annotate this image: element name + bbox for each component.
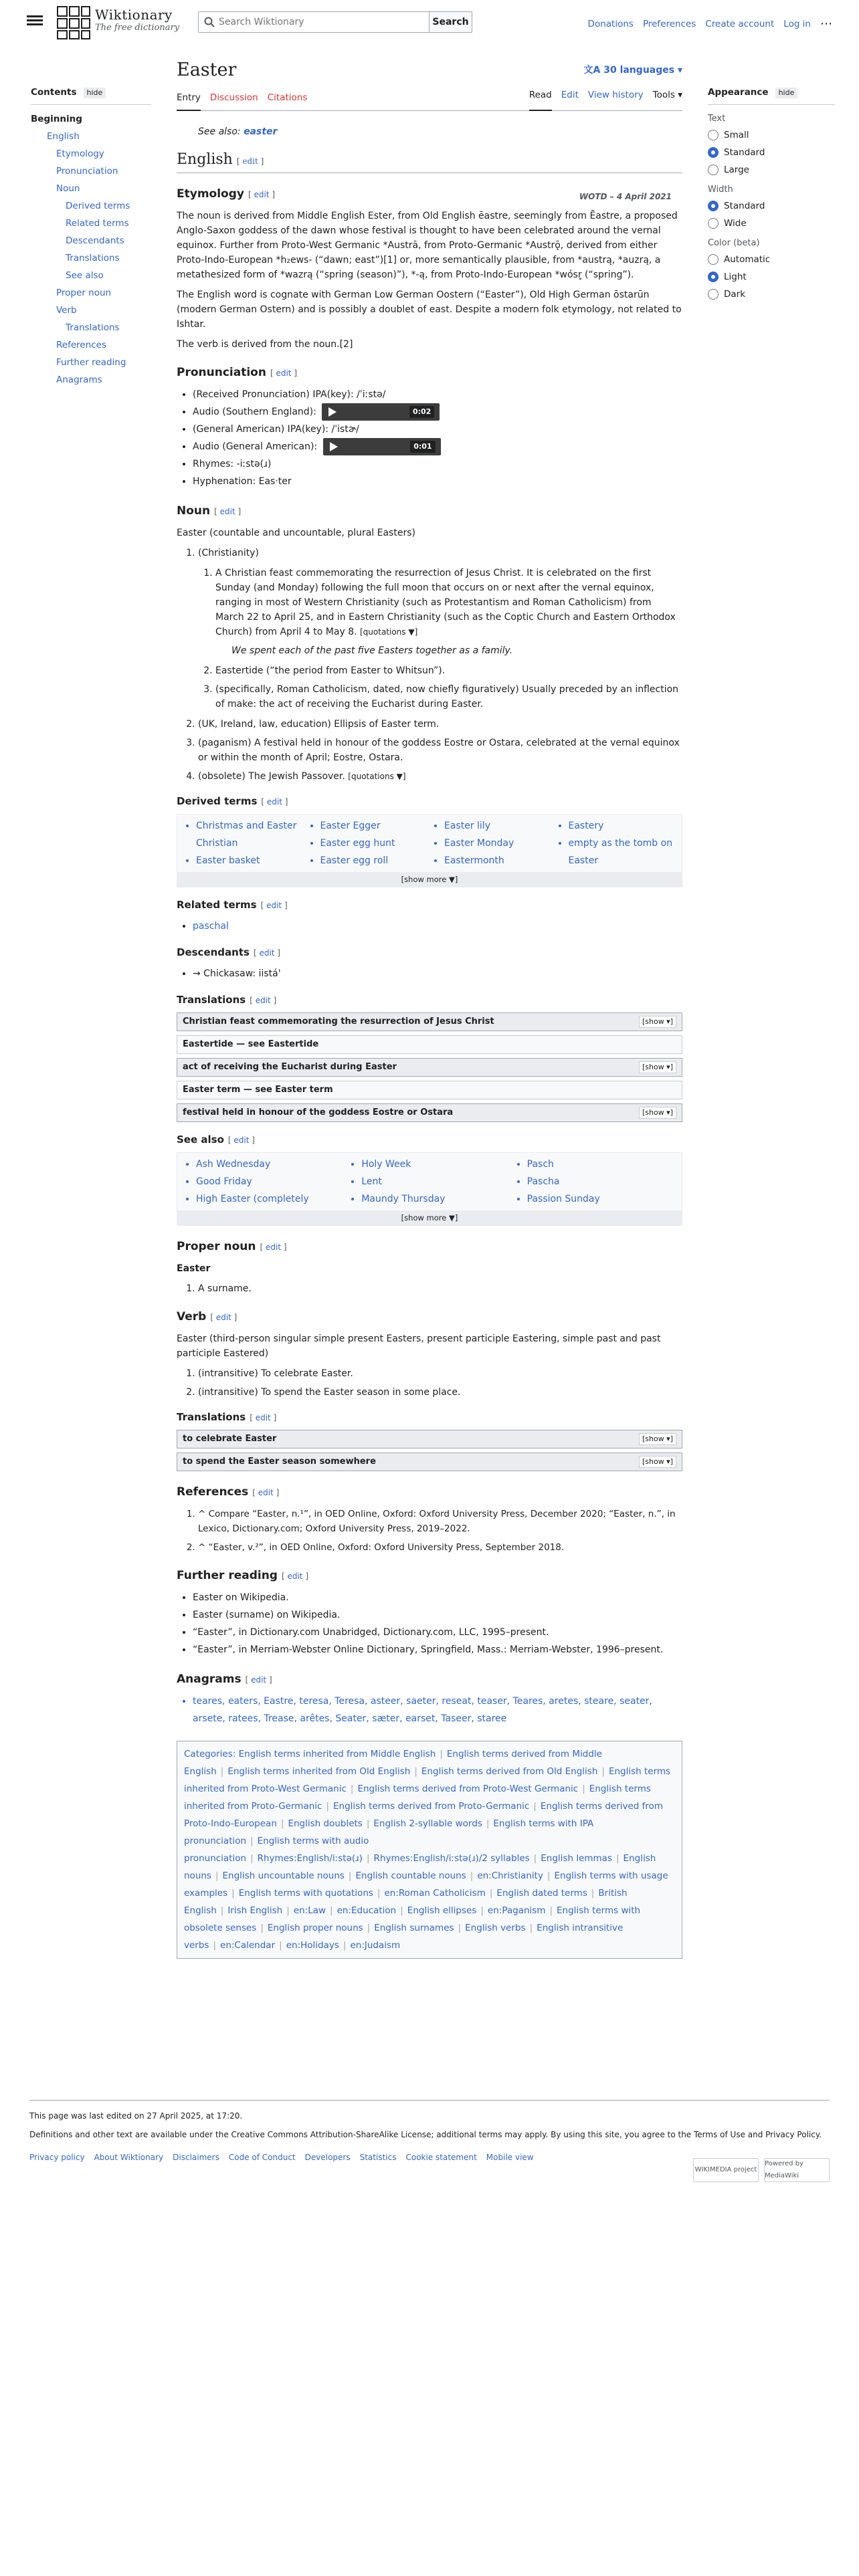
heading-descendants: Descendants [ edit ] bbox=[177, 946, 280, 959]
play-icon bbox=[330, 442, 338, 451]
see-also-term[interactable]: • Pasch bbox=[527, 1156, 675, 1173]
pron-rhymes: • Rhymes: -iːstə(ɹ) bbox=[193, 455, 682, 473]
see-also-term[interactable]: • Passion Sunday bbox=[527, 1190, 675, 1208]
toc-item[interactable]: Verb bbox=[56, 304, 77, 316]
edit-link[interactable]: edit bbox=[255, 1413, 271, 1423]
category-link[interactable]: en:Calendar bbox=[220, 1940, 276, 1951]
translation-box[interactable]: to celebrate Easter [show ▾] bbox=[177, 1430, 682, 1448]
heading-verb-translations: Translations [ edit ] bbox=[177, 1411, 277, 1424]
translation-see: Eastertide — see Eastertide bbox=[177, 1035, 682, 1054]
see-also-term[interactable]: • High Easter (completely bbox=[196, 1190, 344, 1208]
wiktionary-logo[interactable] bbox=[55, 4, 92, 40]
category-link[interactable]: en:Law bbox=[293, 1905, 326, 1917]
tab-read[interactable]: Read bbox=[529, 88, 552, 111]
search-box bbox=[198, 11, 430, 33]
etymology-paragraph-3: The verb is derived from the noun.[2] bbox=[177, 339, 353, 350]
edit-link[interactable]: edit bbox=[219, 507, 235, 517]
categories-box: Categories: English terms inherited from Middle English | English terms derived from Middle English | English terms inherited from Old English | English terms derived from Old English | English terms inherited from Proto-West Germanic | English terms derived from Proto-West Germanic | English terms inherited from Proto-Germanic | English terms derived from Proto-Germanic | English terms derived from Proto-Indo-European | English doublets | English 2-syllable words | English terms with IPA pronunciation | English terms with audio pronunciation | Rhymes:English/iːstə(ɹ) | Rhymes:English/iːstə(ɹ)/2 syllables | English lemmas | English nouns | English uncountable nouns | English countable nouns | en:Christianity | English terms with usage examples | English terms with quotations | en:Roman Catholicism | English dated terms | British English | Irish English | en:Law | en:Education | English ellipses | en:Paganism | English terms with obsolete senses | English proper nouns | English surnames | English verbs | English intransitive verbs | en:Calendar | en:Holidays | en:Judaism bbox=[177, 1741, 682, 1959]
appearance-option[interactable]: Automatic bbox=[708, 251, 835, 268]
derived-term[interactable]: • Christmas and Easter Christian bbox=[196, 817, 303, 852]
category-link[interactable]: en:Education bbox=[337, 1905, 397, 1917]
footer-link[interactable]: Privacy policy bbox=[29, 2153, 85, 2162]
footer-link[interactable]: About Wiktionary bbox=[94, 2153, 164, 2162]
edit-link[interactable]: edit bbox=[251, 1675, 267, 1685]
category-link[interactable]: English terms inherited from Proto-Germanic bbox=[184, 1784, 651, 1812]
footer-link[interactable]: Developers bbox=[304, 2153, 351, 2162]
reference-1: 1. ^ Compare “Easter, n.¹”, in OED Online, Oxford: Oxford University Press, December 2020; “Easter, n.”, in Lexico, Dictionary.com; Oxford University Press, 2019–2022. bbox=[198, 1507, 682, 1536]
radio-button bbox=[708, 272, 719, 282]
footer-link[interactable]: Cookie statement bbox=[405, 2153, 477, 2162]
further-2[interactable]: • Easter (surname) on Wikipedia. bbox=[193, 1606, 682, 1624]
category-link[interactable]: English terms with quotations bbox=[238, 1888, 373, 1899]
further-4[interactable]: • “Easter”, in Merriam-Webster Online Dictionary, Springfield, Mass.: Merriam-Webster, 1996–present. bbox=[193, 1641, 682, 1658]
site-tagline: The free dictionary bbox=[95, 23, 180, 33]
heading-english: English [ edit ] bbox=[177, 148, 682, 173]
category-link[interactable]: English uncountable nouns bbox=[222, 1870, 345, 1882]
category-link[interactable]: English nouns bbox=[184, 1853, 656, 1882]
category-link[interactable]: English proper nouns bbox=[267, 1923, 363, 1934]
heading-etymology: Etymology [ edit ] WOTD – 4 April 2021 bbox=[177, 185, 682, 203]
category-link[interactable]: en:Holidays bbox=[286, 1940, 339, 1951]
site-wordmark[interactable] bbox=[95, 7, 179, 33]
noun-sense-1c: 3. (specifically, Roman Catholicism, dated, now chiefly figuratively) Usually preceded by an inflection of make: the act of receiving the Eucharist during Easter. bbox=[215, 682, 682, 712]
anagram-list[interactable]: • teares, eaters, Eastre, teresa, Teresa, asteer, saeter, reseat, teaser, Teares, aretes, steare, seater, arsete, ratees, Trease, arêtes, Seater, sæter, earset, Taseer, staree bbox=[193, 1693, 682, 1727]
edit-link[interactable]: edit bbox=[215, 1313, 231, 1323]
noun-sense-2: 2. (UK, Ireland, law, education) Ellipsis of Easter term. bbox=[198, 717, 682, 732]
pron-hyphenation: • Hyphenation: Eas‧ter bbox=[193, 473, 682, 490]
category-link[interactable]: English terms with obsolete senses bbox=[184, 1905, 641, 1934]
noun-sense-1a: A Christian feast commemorating the resurrection of Jesus Christ. It is celebrated on the first Sunday (and Monday) following the full moon that occurs on or next after the vernal equinox, ranging in most of Western Christianity (such as Protestantism and Roman Catholicism) from March 22 to April 25, and in Eastern Christianity (such as the Coptic Church and Eastern Orthodox Church) from April 4 to May 8. bbox=[215, 568, 676, 638]
edit-link[interactable]: edit bbox=[287, 1572, 303, 1582]
toc-item[interactable]: Related terms bbox=[66, 217, 129, 229]
see-also-term[interactable]: • Ash Wednesday bbox=[196, 1156, 344, 1173]
page-title: Easter bbox=[177, 60, 237, 80]
create-account-link[interactable]: Create account bbox=[705, 18, 775, 29]
related-term-link[interactable]: paschal bbox=[193, 921, 229, 932]
tab-tools[interactable]: Tools ▾ bbox=[652, 90, 682, 101]
edit-link[interactable]: edit bbox=[254, 190, 270, 200]
derived-term[interactable]: • Easter Egger bbox=[320, 817, 427, 835]
footer-link[interactable]: Disclaimers bbox=[173, 2153, 219, 2162]
search-icon bbox=[204, 17, 215, 27]
edit-link[interactable]: edit bbox=[258, 1488, 274, 1498]
quotations-toggle[interactable]: [quotations ▼] bbox=[348, 772, 406, 782]
language-button[interactable]: 文A 30 languages ▾ bbox=[583, 65, 682, 76]
see-also-term[interactable]: • Holy Week bbox=[361, 1156, 509, 1173]
noun-sense-4: (obsolete) The Jewish Passover. bbox=[198, 771, 345, 782]
tab-entry[interactable]: Entry bbox=[177, 91, 201, 111]
heading-see-also: See also [ edit ] bbox=[177, 1134, 255, 1146]
derived-term[interactable]: • Easter Monday bbox=[444, 835, 551, 852]
see-also-box bbox=[177, 1152, 682, 1226]
radio-button bbox=[708, 147, 719, 158]
reference-2: 2. ^ “Easter, v.²”, in OED Online, Oxford: Oxford University Press, September 2018. bbox=[198, 1540, 682, 1555]
etymology-paragraph-1: The noun is derived from Middle English Ester, from Old English ēastre, seemingly from Ēastre, a proposed Anglo-Saxon goddess of the dawn whose festival is thought to have been celebrated around the vernal equinox. Further from Proto-West Germanic *Austrā, from Proto-Germanic *Austrǭ, derived from either Proto-Indo-European *h₂ews- (“dawn; east”)[1] or, more semantically plausible, from *austrą, *auzrą, a metathesized form of *wazrą (“spring (season)”), *-ą, from Proto-Indo-European *wósr̥ (“spring”). bbox=[177, 211, 678, 281]
category-link[interactable]: British English bbox=[184, 1888, 628, 1917]
toc-item[interactable]: Proper noun bbox=[56, 287, 112, 298]
verb-sense-1: 1. (intransitive) To celebrate Easter. bbox=[198, 1366, 682, 1381]
appearance-header bbox=[708, 86, 835, 105]
see-also-term[interactable]: • Maundy Thursday bbox=[361, 1190, 509, 1208]
main-menu-icon[interactable] bbox=[27, 13, 43, 29]
heading-references: References [ edit ] bbox=[177, 1485, 280, 1499]
edit-link[interactable]: edit bbox=[259, 948, 275, 958]
heading-further-reading: Further reading [ edit ] bbox=[177, 1569, 309, 1583]
category-link[interactable]: English verbs bbox=[465, 1923, 526, 1934]
search-input[interactable] bbox=[219, 17, 419, 27]
mediawiki-badge[interactable]: Powered by MediaWiki bbox=[764, 2158, 830, 2182]
category-link[interactable]: English lemmas bbox=[541, 1853, 612, 1864]
appearance-option[interactable]: Light bbox=[708, 268, 835, 286]
noun-headword: Easter (countable and uncountable, plural Easters) bbox=[177, 528, 415, 539]
verb-headword: Easter (third-person singular simple present Easters, present participle Eastering, simple past and past participle Eastered) bbox=[177, 1333, 661, 1360]
toc-header bbox=[31, 86, 151, 105]
noun-sense-3: 3. (paganism) A festival held in honour of the goddess Eostre or Ostara, celebrated at the vernal equinox or within the month of April; Eostre, Ostara. bbox=[198, 736, 682, 765]
toc-item[interactable]: Translations bbox=[66, 322, 120, 333]
wikimedia-badge[interactable]: WIKIMEDIA project bbox=[693, 2158, 759, 2182]
noun-senses bbox=[198, 546, 682, 784]
radio-button bbox=[708, 254, 719, 265]
footer bbox=[29, 2100, 830, 2179]
noun-sense-1b: 2. Eastertide (“the period from Easter to Whitsun”). bbox=[215, 663, 682, 678]
toc-item[interactable]: Pronunciation bbox=[56, 165, 118, 177]
see-also-link[interactable]: easter bbox=[244, 126, 278, 137]
quotations-toggle[interactable]: [quotations ▼] bbox=[360, 627, 418, 637]
toc-item[interactable]: Translations bbox=[66, 252, 120, 263]
appearance-option[interactable]: Small bbox=[708, 126, 835, 144]
translate-icon: 文A bbox=[583, 65, 604, 76]
edit-link[interactable]: edit bbox=[266, 901, 282, 911]
radio-button bbox=[708, 165, 719, 175]
heading-proper-noun: Proper noun [ edit ] bbox=[177, 1240, 287, 1254]
category-link[interactable]: English terms derived from Old English bbox=[421, 1766, 598, 1778]
category-link[interactable]: en:Christianity bbox=[477, 1870, 543, 1882]
translation-box[interactable]: festival held in honour of the goddess Eostre or Ostara [show ▾] bbox=[177, 1103, 682, 1122]
derived-term[interactable]: • Eastermonth bbox=[444, 852, 551, 869]
tab-discussion[interactable]: Discussion bbox=[209, 92, 258, 104]
toc-item[interactable]: English bbox=[47, 130, 80, 142]
category-link[interactable]: English ellipses bbox=[407, 1905, 477, 1917]
toc-item[interactable]: Further reading bbox=[56, 356, 126, 368]
see-also-hatnote: See also: easter bbox=[198, 126, 278, 137]
header bbox=[0, 0, 859, 44]
translation-box[interactable]: to spend the Easter season somewhere [show ▾] bbox=[177, 1453, 682, 1471]
toc-item[interactable]: References bbox=[56, 339, 107, 350]
show-button: [show ▾] bbox=[639, 1433, 676, 1445]
play-icon bbox=[328, 407, 337, 417]
language-count: 30 languages bbox=[603, 65, 675, 76]
category-link[interactable]: English intransitive verbs bbox=[184, 1923, 624, 1951]
toc-item[interactable]: Noun bbox=[56, 183, 80, 194]
see-also-term[interactable]: • Lent bbox=[361, 1173, 509, 1190]
category-link[interactable]: English doublets bbox=[288, 1818, 363, 1830]
categories-label[interactable]: Categories: bbox=[184, 1749, 236, 1760]
toc-item[interactable]: Descendants bbox=[66, 235, 124, 246]
heading-related-terms: Related terms [ edit ] bbox=[177, 899, 288, 911]
page-tabs bbox=[177, 86, 682, 111]
edit-link[interactable]: edit bbox=[266, 797, 282, 807]
usage-example: We spent each of the past five Easters together as a family. bbox=[231, 645, 513, 657]
derived-term[interactable]: • Easter basket bbox=[196, 852, 303, 869]
show-button[interactable]: [show ▾] bbox=[639, 1107, 676, 1119]
search-form bbox=[198, 11, 472, 33]
derived-term[interactable]: • empty as the tomb on Easter bbox=[569, 835, 676, 869]
see-also-term[interactable]: • Good Friday bbox=[196, 1173, 344, 1190]
footer-link[interactable]: Code of Conduct bbox=[228, 2153, 296, 2162]
radio-button bbox=[708, 289, 719, 300]
search-button[interactable]: Search bbox=[430, 11, 472, 33]
proper-noun-headword: Easter bbox=[177, 1263, 211, 1275]
show-more-button[interactable]: [show more ▼] bbox=[177, 872, 682, 887]
donations-link[interactable]: Donations bbox=[587, 18, 634, 29]
appearance-hide-button[interactable]: hide bbox=[775, 88, 798, 98]
category-link[interactable]: English terms inherited from Old English bbox=[227, 1766, 411, 1778]
audio-player-us[interactable]: 0:01 bbox=[323, 438, 441, 455]
translation-see: Easter term — see Easter term bbox=[177, 1081, 682, 1099]
tab-edit[interactable]: Edit bbox=[561, 90, 579, 101]
edit-link[interactable]: edit bbox=[233, 1136, 250, 1146]
further-1[interactable]: • Easter on Wikipedia. bbox=[193, 1589, 682, 1606]
footer-link[interactable]: Statistics bbox=[359, 2153, 397, 2162]
translation-box[interactable]: act of receiving the Eucharist during Easter [show ▾] bbox=[177, 1058, 682, 1077]
pron-audio-uk: • Audio (Southern England): 0:02 bbox=[193, 403, 682, 421]
noun-sense-1: (Christianity) bbox=[198, 548, 260, 559]
toc-hide-button[interactable]: hide bbox=[84, 88, 106, 98]
category-link[interactable]: English terms with audio pronunciation bbox=[184, 1836, 369, 1864]
edit-link[interactable]: edit bbox=[255, 996, 271, 1006]
toc-item[interactable]: Beginning bbox=[31, 113, 82, 124]
derived-term[interactable]: • Easter lily bbox=[444, 817, 551, 835]
appearance-group-label: Text bbox=[708, 113, 726, 124]
category-link[interactable]: English terms with usage examples bbox=[184, 1870, 668, 1899]
toc-item[interactable]: Derived terms bbox=[66, 200, 130, 211]
etymology-paragraph-2: The English word is cognate with German Low German Oostern (“Easter”), Old High German ōstarūn (modern German Ostern) and is possibly a doublet of east. Despite a modern folk etymology, not related to Ishtar. bbox=[177, 290, 682, 330]
radio-button bbox=[708, 218, 719, 229]
appearance-option[interactable]: Wide bbox=[708, 215, 835, 232]
translation-box[interactable]: Christian feast commemorating the resurrection of Jesus Christ [show ▾] bbox=[177, 1012, 682, 1031]
category-link[interactable]: English terms derived from Proto-West Germanic bbox=[357, 1784, 579, 1795]
category-link[interactable]: English terms inherited from Middle English bbox=[238, 1749, 436, 1760]
category-link[interactable]: English dated terms bbox=[496, 1888, 587, 1899]
pron-audio-us: • Audio (General American): 0:01 bbox=[193, 438, 682, 455]
category-link[interactable]: Rhymes:English/iːstə(ɹ)/2 syllables bbox=[373, 1853, 530, 1864]
derived-term[interactable]: • Eastery bbox=[569, 817, 676, 835]
descendant-item: • → Chickasaw: iistá' bbox=[193, 965, 682, 982]
category-link[interactable]: English terms with IPA pronunciation bbox=[184, 1818, 594, 1847]
derived-term[interactable]: • Easter egg roll bbox=[320, 852, 427, 869]
toc-item[interactable]: Anagrams bbox=[56, 374, 102, 385]
tab-view-history[interactable]: View history bbox=[587, 90, 644, 101]
user-links bbox=[588, 15, 832, 34]
appearance-panel bbox=[708, 86, 835, 303]
toc-item[interactable]: See also bbox=[66, 270, 104, 281]
heading-translations: Translations [ edit ] bbox=[177, 994, 277, 1006]
main-content bbox=[177, 58, 682, 1959]
pron-rp: • (Received Pronunciation) IPA(key): /ˈiːstə/ bbox=[193, 386, 682, 403]
appearance-title: Appearance bbox=[708, 87, 769, 98]
verb-sense-2: 2. (intransitive) To spend the Easter season in some place. bbox=[198, 1385, 682, 1400]
category-link[interactable]: English terms inherited from Proto-West Germanic bbox=[184, 1766, 671, 1795]
login-link[interactable]: Log in bbox=[783, 18, 811, 29]
show-button[interactable]: [show ▾] bbox=[639, 1016, 676, 1028]
category-link[interactable]: Rhymes:English/iːstə(ɹ) bbox=[257, 1853, 363, 1864]
show-more-button[interactable]: [show more ▼] bbox=[177, 1210, 682, 1225]
category-link[interactable]: en:Paganism bbox=[487, 1905, 546, 1917]
wotd-label[interactable]: WOTD – 4 April 2021 bbox=[579, 192, 672, 202]
footer-link[interactable]: Mobile view bbox=[486, 2153, 534, 2162]
show-button[interactable]: [show ▾] bbox=[639, 1061, 676, 1073]
category-link[interactable]: Irish English bbox=[227, 1905, 283, 1917]
heading-anagrams: Anagrams [ edit ] bbox=[177, 1673, 272, 1687]
heading-derived-terms: Derived terms [ edit ] bbox=[177, 795, 288, 808]
category-link[interactable]: en:Judaism bbox=[350, 1940, 401, 1951]
see-also-term[interactable]: • Pascha bbox=[527, 1173, 675, 1190]
derived-term[interactable]: • Easter egg hunt bbox=[320, 835, 427, 852]
appearance-option[interactable]: Large bbox=[708, 161, 835, 179]
category-link[interactable]: English terms derived from Middle English bbox=[184, 1749, 602, 1778]
last-edited: This page was last edited on 27 April 2025, at 17:20. bbox=[29, 2111, 243, 2121]
category-link[interactable]: English countable nouns bbox=[355, 1870, 466, 1882]
preferences-link[interactable]: Preferences bbox=[642, 18, 696, 29]
pron-ga: • (General American) IPA(key): /ˈistɚ/ bbox=[193, 421, 682, 438]
category-link[interactable]: en:Roman Catholicism bbox=[384, 1888, 486, 1899]
appearance-option[interactable]: Dark bbox=[708, 286, 835, 303]
category-link[interactable]: English 2-syllable words bbox=[373, 1818, 482, 1830]
edit-link[interactable]: edit bbox=[266, 1243, 282, 1253]
heading-verb: Verb [ edit ] bbox=[177, 1310, 237, 1324]
derived-terms-box bbox=[177, 814, 682, 887]
toc-item[interactable]: Etymology bbox=[56, 148, 104, 159]
appearance-option[interactable]: Standard bbox=[708, 144, 835, 161]
table-of-contents bbox=[31, 86, 151, 389]
heading-pronunciation: Pronunciation [ edit ] bbox=[177, 366, 297, 380]
edit-link[interactable]: edit bbox=[242, 156, 258, 167]
show-button: [show ▾] bbox=[639, 1456, 676, 1468]
radio-button bbox=[708, 130, 719, 140]
audio-player-uk[interactable]: 0:02 bbox=[322, 403, 440, 421]
pronunciation-list bbox=[193, 386, 682, 490]
category-link[interactable]: English terms derived from Proto-Indo-European bbox=[184, 1801, 664, 1830]
proper-noun-sense: 1. A surname. bbox=[198, 1281, 682, 1296]
tab-citations[interactable]: Citations bbox=[267, 92, 308, 104]
more-options-icon[interactable]: ⋯ bbox=[820, 17, 832, 31]
category-link[interactable]: English terms derived from Proto-Germanic bbox=[333, 1801, 530, 1812]
appearance-option[interactable]: Standard bbox=[708, 197, 835, 215]
further-3[interactable]: • “Easter”, in Dictionary.com Unabridged, Dictionary.com, LLC, 1995–present. bbox=[193, 1624, 682, 1641]
category-link[interactable]: English surnames bbox=[374, 1923, 454, 1934]
edit-link[interactable]: edit bbox=[276, 368, 292, 379]
heading-noun: Noun [ edit ] bbox=[177, 504, 242, 518]
radio-button bbox=[708, 201, 719, 211]
site-name: Wiktionary bbox=[95, 7, 173, 23]
appearance-group-label: Width bbox=[708, 184, 733, 195]
license-text: Definitions and other text are available under the Creative Commons Attribution-ShareAlike License; additional terms may apply. By using this site, you agree to the Terms of Use and Privacy Policy. bbox=[29, 2130, 822, 2139]
appearance-group-label: Color (beta) bbox=[708, 237, 760, 248]
toc-title: Contents bbox=[31, 87, 77, 98]
